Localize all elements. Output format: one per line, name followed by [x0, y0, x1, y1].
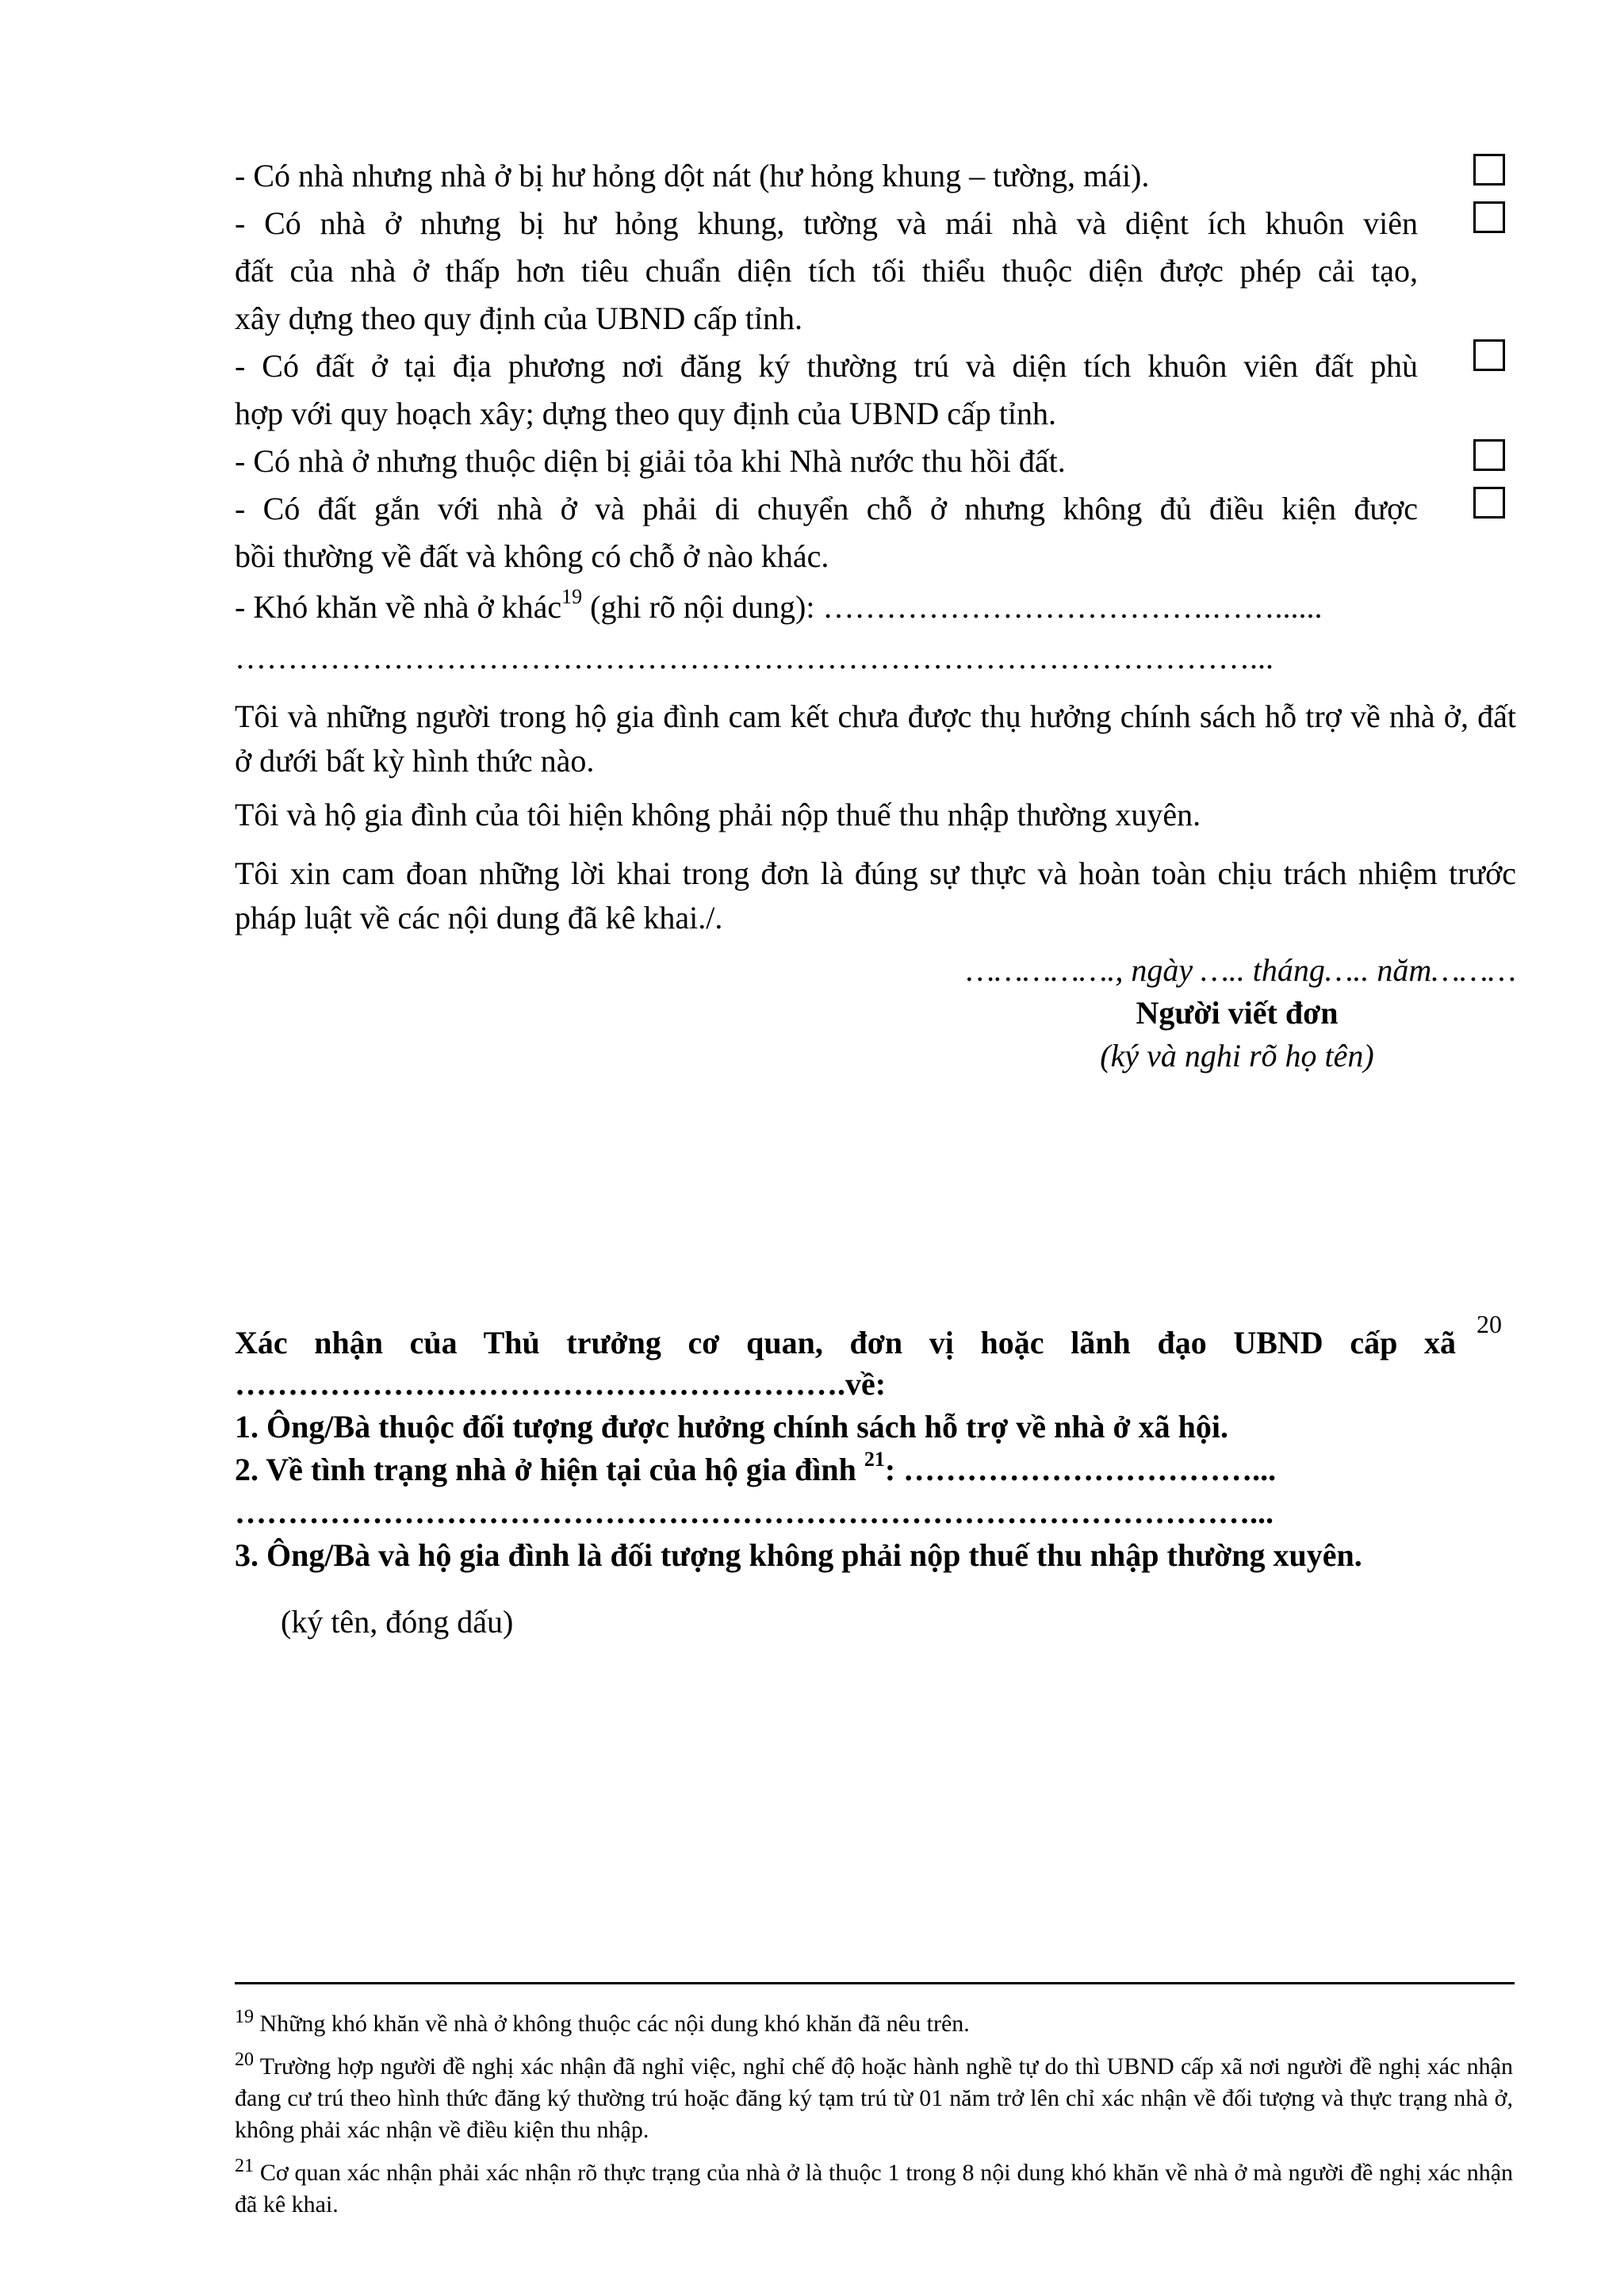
commitment-1: Tôi và những người trong hộ gia đình cam kết chưa được thụ hưởng chính sách hỗ trợ về nhà ở, đất ở dưới bất kỳ hình thức nào.	[235, 698, 1516, 779]
footnote-21-number: 21	[235, 2156, 254, 2176]
signature-title: Người viết đơn	[1136, 995, 1339, 1031]
confirmation-item-2-dots: ……………………………………………………………………………………...	[235, 1494, 1274, 1530]
confirmation-sign-note: (ký tên, đóng dấu)	[281, 1604, 514, 1640]
hardship-item-1-line-1: - Có nhà nhưng nhà ở bị hư hỏng dột nát (hư hỏng khung – tường, mái).	[235, 158, 1150, 193]
hardship-item-2-line-2: đất của nhà ở thấp hơn tiêu chuẩn diện tích tối thiểu thuộc diện được phép cải tạo,	[235, 253, 1418, 289]
footnote-21	[235, 2150, 1513, 2221]
other-hardship-line	[235, 584, 1516, 631]
confirmation-heading: Xác nhận của Thủ trưởng cơ quan, đơn vị hoặc lãnh đạo UBND cấp xã	[235, 1325, 1456, 1360]
hardship-item-3-checkbox[interactable]	[1473, 339, 1505, 371]
confirmation-heading-ref: 20	[1477, 1310, 1502, 1338]
hardship-item-3-line-1: - Có đất ở tại địa phương nơi đăng ký thường trú và diện tích khuôn viên đất phù	[235, 348, 1418, 384]
other-hardship-dots: ……………………………………………………………………………………...	[235, 640, 1274, 675]
commitment-3: Tôi xin cam đoan những lời khai trong đơn là đúng sự thực và hoàn toàn chịu trách nhiệm trước pháp luật về các nội dung đã kê khai./.	[235, 855, 1516, 936]
footnote-19-number: 19	[235, 2007, 254, 2027]
other-hardship-prefix: - Khó khăn về nhà ở khác	[235, 589, 562, 625]
hardship-item-1-checkbox[interactable]	[1473, 154, 1505, 186]
other-hardship-suffix: (ghi rõ nội dung): ……………………………….……......	[582, 589, 1323, 625]
confirmation-item-3: 3. Ông/Bà và hộ gia đình là đối tượng không phải nộp thuế thu nhập thường xuyên.	[235, 1537, 1362, 1573]
hardship-item-2-line-3: xây dựng theo quy định của UBND cấp tỉnh.	[235, 300, 802, 336]
hardship-item-4-line-1: - Có nhà ở nhưng thuộc diện bị giải tỏa khi Nhà nước thu hồi đất.	[235, 443, 1066, 479]
footnote-separator	[235, 1982, 1515, 1984]
commitment-2: Tôi và hộ gia đình của tôi hiện không phải nộp thuế thu nhập thường xuyên.	[235, 797, 1201, 832]
confirmation-item-2	[235, 1448, 1276, 1492]
footnote-19-text: Những khó khăn về nhà ở không thuộc các nội dung khó khăn đã nêu trên.	[259, 2011, 970, 2037]
hardship-item-2-checkbox[interactable]	[1473, 201, 1505, 233]
hardship-item-5-line-2: bồi thường về đất và không có chỗ ở nào khác.	[235, 538, 829, 574]
hardship-item-4-checkbox[interactable]	[1473, 439, 1505, 471]
hardship-item-5-line-1: - Có đất gắn với nhà ở và phải di chuyển chỗ ở nhưng không đủ điều kiện được	[235, 491, 1418, 526]
signature-note: (ký và nghi rõ họ tên)	[1100, 1038, 1374, 1073]
footnote-20-text: Trường hợp người đề nghị xác nhận đã nghỉ việc, nghỉ chế độ hoặc hành nghề tự do thì UBND cấp xã nơi người đề nghị xác nhận đang cư trú theo hình thức đăng ký thường trú hoặc đăng ký tạm trú từ 01 năm trở lên chỉ xác nhận về đối tượng và thực trạng nhà ở, không phải xác nhận về điều kiện thu nhập.	[235, 2053, 1513, 2143]
confirmation-item-2-prefix: 2. Về tình trạng nhà ở hiện tại của hộ gia đình	[235, 1452, 864, 1487]
footnote-ref-21: 21	[864, 1447, 885, 1471]
footnote-20-number: 20	[235, 2049, 254, 2070]
signature-date-line: ……………., ngày ….. tháng….. năm………	[966, 952, 1516, 988]
confirmation-item-1: 1. Ông/Bà thuộc đối tượng được hưởng chính sách hỗ trợ về nhà ở xã hội.	[235, 1409, 1228, 1445]
footnote-19	[235, 2001, 1513, 2040]
confirmation-heading-line-2: ………………………………………………….về:	[235, 1366, 887, 1402]
footnote-20	[235, 2044, 1513, 2146]
footnote-ref-19: 19	[561, 584, 583, 608]
footnote-21-text: Cơ quan xác nhận phải xác nhận rõ thực trạng của nhà ở là thuộc 1 trong 8 nội dung khó khăn về nhà ở mà người đề nghị xác nhận đã kê khai.	[235, 2160, 1514, 2218]
hardship-item-2-line-1: - Có nhà ở nhưng bị hư hỏng khung, tường và mái nhà và diệnt ích khuôn viên	[235, 205, 1418, 241]
hardship-item-5-checkbox[interactable]	[1473, 487, 1505, 519]
confirmation-item-2-suffix: : ……………………………...	[884, 1452, 1277, 1487]
hardship-item-3-line-2: hợp với quy hoạch xây; dựng theo quy định của UBND cấp tỉnh.	[235, 396, 1057, 431]
